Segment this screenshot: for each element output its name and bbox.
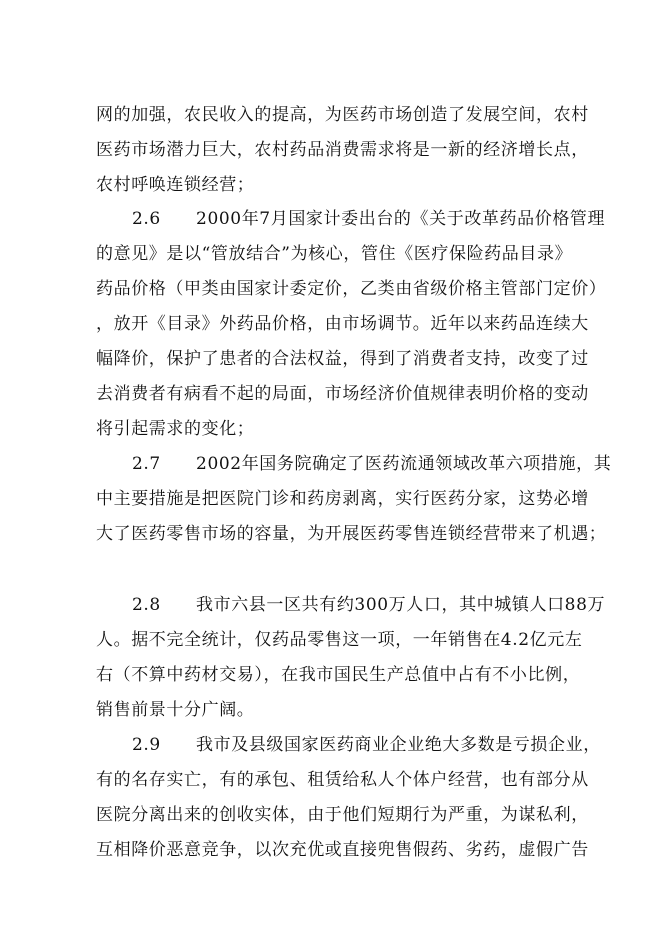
text-line: 医药市场潜力巨大，农村药品消费需求将是一新的经济增长点， [96, 140, 589, 160]
text-line: 2.7 2002年国务院确定了医药流通领域改革六项措施，其 [132, 454, 612, 474]
text-line: 将引起需求的变化； [96, 419, 255, 439]
text-line: ，放开《目录》外药品价格，由市场调节。近年以来药品连续大 [96, 314, 589, 334]
text-line: 2.6 2000年7月国家计委出台的《关于改革药品价格管理 [132, 209, 606, 229]
text-line: 大了医药零售市场的容量，为开展医药零售连锁经营带来了机遇； [96, 524, 607, 544]
text-line: 2.9 我市及县级国家医药商业企业绝大多数是亏损企业， [132, 735, 601, 755]
text-line: 医院分离出来的创收实体，由于他们短期行为严重，为谋私利， [96, 805, 589, 825]
text-line: 人。据不完全统计，仅药品零售这一项，一年销售在4.2亿元左 [96, 630, 583, 650]
text-line: 有的名存实亡，有的承包、租赁给私人个体户经营，也有部分从 [96, 770, 589, 790]
text-line: 互相降价恶意竞争，以次充优或直接兜售假药、劣药，虚假广告 [96, 840, 589, 860]
text-line: 药品价格（甲类由国家计委定价，乙类由省级价格主管部门定价） [96, 279, 607, 299]
text-line: 农村呼唤连锁经营； [96, 175, 255, 195]
text-line: 销售前景十分广阔。 [96, 700, 255, 720]
text-line: 右（不算中药材交易），在我市国民生产总值中占有不小比例， [96, 665, 581, 685]
text-line: 的意见》是以“管放结合”为核心，管住《医疗保险药品目录》 [96, 244, 573, 264]
text-line: 2.8 我市六县一区共有约300万人口，其中城镇人口88万 [132, 595, 606, 615]
text-line: 网的加强，农民收入的提高，为医药市场创造了发展空间，农村 [96, 105, 589, 125]
text-line: 中主要措施是把医院门诊和药房剥离，实行医药分家，这势必增 [96, 489, 589, 509]
text-line: 幅降价，保护了患者的合法权益，得到了消费者支持，改变了过 [96, 349, 589, 369]
text-line: 去消费者有病看不起的局面，市场经济价值规律表明价格的变动 [96, 384, 589, 404]
